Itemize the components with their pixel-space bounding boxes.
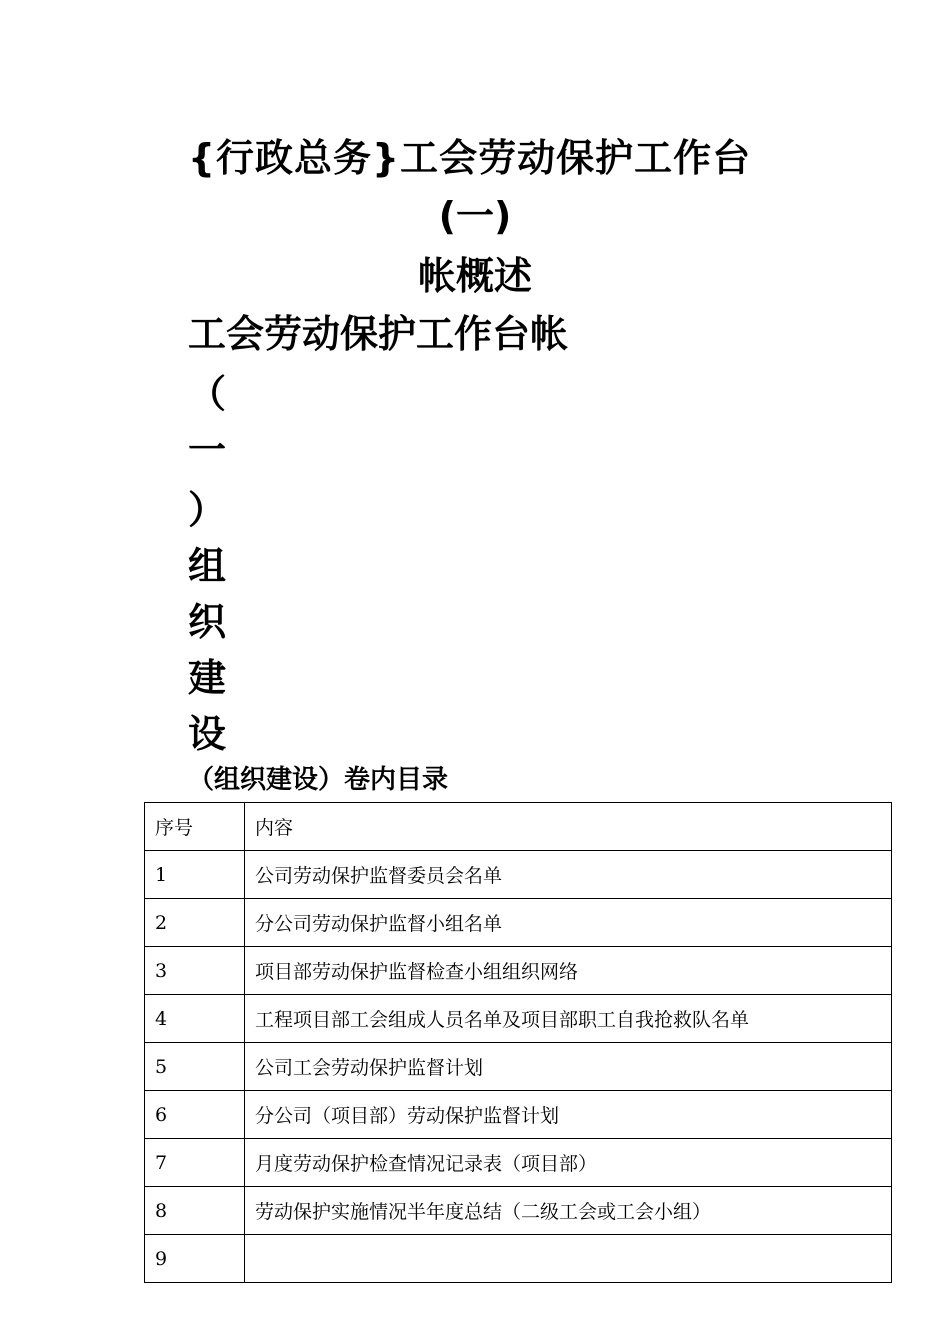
table-row [145, 899, 892, 947]
contents-table [144, 802, 892, 1283]
row-number: 4 [145, 995, 245, 1043]
vertical-char: 一 [188, 428, 227, 472]
row-number: 9 [145, 1235, 245, 1283]
vertical-char: 设 [188, 712, 227, 756]
document-title-line2: (一) [438, 194, 512, 238]
section-heading: 工会劳动保护工作台帐 [188, 312, 569, 356]
row-content: 工程项目部工会组成人员名单及项目部职工自我抢救队名单 [245, 995, 892, 1043]
table-row [145, 1139, 892, 1187]
table-row [145, 1187, 892, 1235]
vertical-char: ） [188, 488, 227, 532]
table-header-row [145, 803, 892, 851]
vertical-char: 织 [188, 600, 227, 644]
document-title-line3: 帐概述 [417, 254, 532, 298]
table-row [145, 1043, 892, 1091]
row-content [245, 1235, 892, 1283]
row-number: 8 [145, 1187, 245, 1235]
row-content: 项目部劳动保护监督检查小组组织网络 [245, 947, 892, 995]
row-content: 劳动保护实施情况半年度总结（二级工会或工会小组） [245, 1187, 892, 1235]
row-number: 7 [145, 1139, 245, 1187]
row-number: 3 [145, 947, 245, 995]
row-content: 分公司劳动保护监督小组名单 [245, 899, 892, 947]
row-content: 月度劳动保护检查情况记录表（项目部） [245, 1139, 892, 1187]
vertical-char: （ [188, 372, 227, 416]
table-row [145, 995, 892, 1043]
table-row [145, 947, 892, 995]
vertical-char: 建 [188, 656, 227, 700]
row-number: 2 [145, 899, 245, 947]
row-content: 公司劳动保护监督委员会名单 [245, 851, 892, 899]
document-title: {行政总务}工会劳动保护工作台 [188, 136, 752, 180]
table-row [145, 1235, 892, 1283]
header-cell-number: 序号 [145, 803, 245, 851]
table-row [145, 1091, 892, 1139]
row-content: 公司工会劳动保护监督计划 [245, 1043, 892, 1091]
vertical-char: 组 [188, 544, 227, 588]
row-number: 6 [145, 1091, 245, 1139]
row-number: 1 [145, 851, 245, 899]
header-cell-content: 内容 [245, 803, 892, 851]
row-number: 5 [145, 1043, 245, 1091]
table-caption: （组织建设）卷内目录 [188, 765, 449, 795]
row-content: 分公司（项目部）劳动保护监督计划 [245, 1091, 892, 1139]
table-row [145, 851, 892, 899]
